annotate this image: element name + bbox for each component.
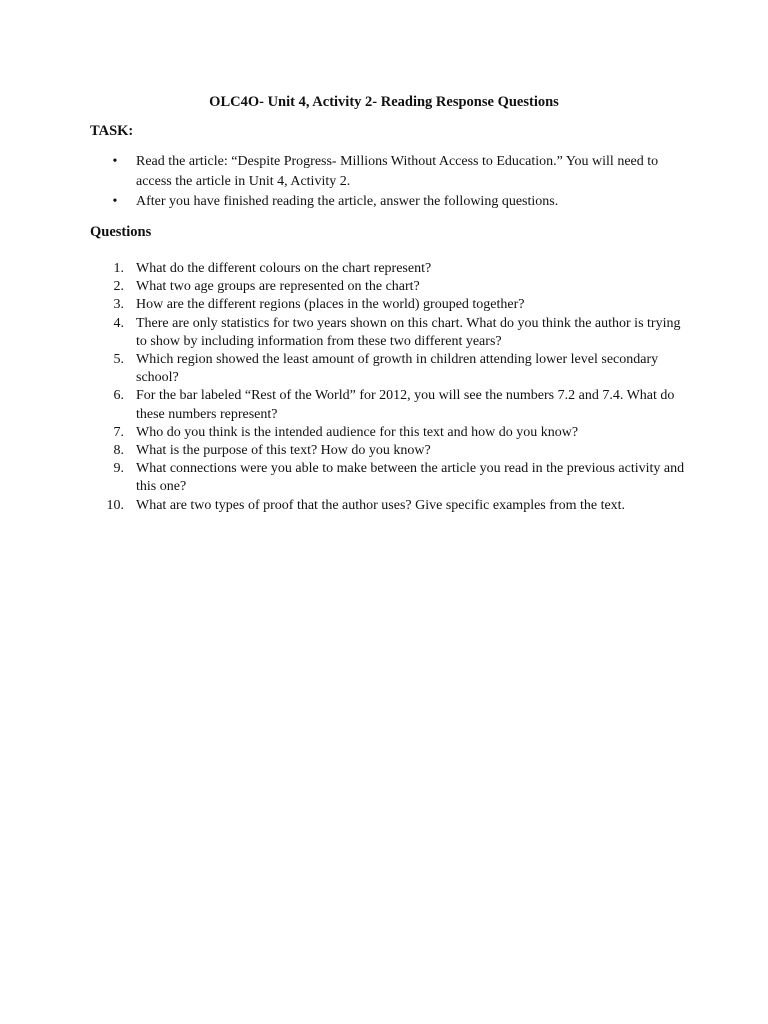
question-text: What is the purpose of this text? How do you know?	[136, 443, 431, 459]
question-item	[90, 260, 690, 278]
question-item	[90, 315, 690, 351]
task-bullet-text: After you have finished reading the article, answer the following questions.	[136, 194, 559, 209]
question-item	[90, 351, 690, 387]
question-item	[90, 442, 690, 460]
question-text: What do the different colours on the chart represent?	[136, 261, 432, 276]
question-item	[90, 497, 690, 515]
question-number: 6.	[113, 388, 124, 404]
question-item	[90, 424, 690, 442]
task-bullet-item	[90, 152, 690, 192]
question-text: Who do you think is the intended audience for this text and how do you know?	[136, 424, 579, 440]
question-item	[90, 460, 690, 496]
question-text: There are only statistics for two years shown on this chart. What do you think the author is trying to show by including information from these two different years?	[136, 315, 681, 349]
question-number: 8.	[113, 443, 124, 459]
question-text: What are two types of proof that the author uses? Give specific examples from the text.	[136, 497, 626, 513]
page-title: OLC4O- Unit 4, Activity 2- Reading Response Questions	[209, 94, 559, 110]
question-text: What two age groups are represented on the chart?	[136, 279, 420, 295]
question-number: 9.	[113, 461, 124, 477]
question-number: 4.	[113, 315, 124, 331]
bullet-icon: •	[112, 154, 118, 169]
question-number: 10.	[106, 497, 124, 513]
question-number: 3.	[113, 297, 124, 313]
question-text: Which region showed the least amount of growth in children attending lower level secondary school?	[136, 352, 659, 386]
task-bullet-text: Read the article: “Despite Progress- Millions Without Access to Education.” You will need to access the article in Unit 4, Activity 2.	[136, 154, 659, 189]
question-number: 1.	[113, 261, 124, 276]
question-item	[90, 387, 690, 423]
question-item	[90, 296, 690, 314]
question-number: 2.	[113, 279, 124, 295]
question-text: For the bar labeled “Rest of the World” for 2012, you will see the numbers 7.2 and 7.4. What do these numbers represent?	[136, 388, 675, 422]
task-bullet-list	[90, 152, 690, 212]
question-text: How are the different regions (places in the world) grouped together?	[136, 297, 525, 313]
questions-list	[90, 260, 690, 515]
question-text: What connections were you able to make between the article you read in the previous activity and this one?	[136, 461, 685, 495]
bullet-icon: •	[112, 194, 118, 209]
question-number: 5.	[113, 352, 124, 368]
question-item	[90, 278, 690, 296]
task-heading: TASK:	[90, 123, 134, 139]
question-number: 7.	[113, 424, 124, 440]
task-bullet-item	[90, 192, 690, 212]
questions-heading: Questions	[90, 224, 152, 240]
